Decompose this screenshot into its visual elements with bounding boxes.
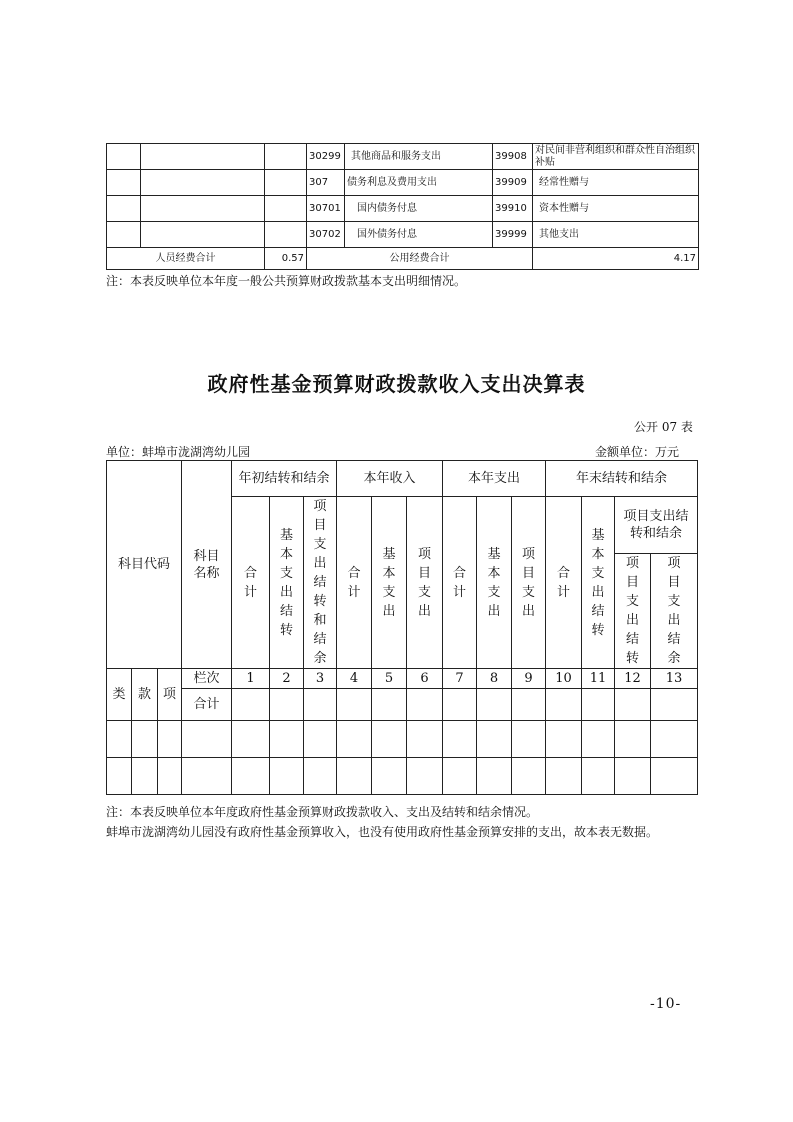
table-cell: 30702 bbox=[307, 222, 345, 248]
total-label: 合计 bbox=[182, 689, 232, 721]
table-cell: 39909 bbox=[493, 170, 533, 196]
column-number: 10 bbox=[546, 669, 582, 689]
table-cell: 30701 bbox=[307, 196, 345, 222]
column-header: 项目支出结转和结余 bbox=[313, 499, 327, 666]
table-cell: 经常性赠与 bbox=[533, 170, 699, 196]
table-row bbox=[107, 170, 699, 196]
total-row bbox=[107, 248, 699, 270]
table-number: 公开 07 表 bbox=[634, 420, 693, 434]
column-header: 合计 bbox=[347, 565, 361, 600]
column-number: 5 bbox=[372, 669, 407, 689]
section-header: 款 bbox=[132, 669, 158, 721]
column-number: 13 bbox=[651, 669, 698, 689]
subject-code-header: 科目代码 bbox=[107, 461, 182, 669]
page-title: 政府性基金预算财政拨款收入支出决算表 bbox=[207, 372, 586, 396]
column-header: 基本支出 bbox=[487, 546, 501, 619]
no-data-note: 蚌埠市泷湖湾幼儿园没有政府性基金预算收入，也没有使用政府性基金预算安排的支出，故本表无数据。 bbox=[106, 825, 659, 839]
table-cell: 39908 bbox=[493, 144, 533, 170]
expenditure-detail-table bbox=[106, 143, 699, 270]
public-total-label: 公用经费合计 bbox=[307, 248, 533, 270]
fund-budget-table bbox=[106, 460, 698, 795]
table-note: 注：本表反映单位本年度政府性基金预算财政拨款收入、支出及结转和结余情况。 bbox=[106, 805, 539, 819]
table-cell: 307 bbox=[307, 170, 345, 196]
column-number: 3 bbox=[304, 669, 337, 689]
column-number-label: 栏次 bbox=[182, 669, 232, 689]
table-cell: 39910 bbox=[493, 196, 533, 222]
table-cell: 39999 bbox=[493, 222, 533, 248]
table-notes bbox=[106, 802, 696, 842]
column-number: 12 bbox=[615, 669, 651, 689]
column-header: 基本支出 bbox=[382, 546, 396, 619]
column-header: 项目支出结转和结余 bbox=[615, 497, 698, 554]
column-header: 基本支出结转 bbox=[591, 527, 605, 638]
table-row bbox=[107, 196, 699, 222]
page-number: -10- bbox=[650, 996, 682, 1012]
column-number: 7 bbox=[443, 669, 477, 689]
opening-carryover-header: 年初结转和结余 bbox=[232, 461, 337, 497]
table-cell: 其他商品和服务支出 bbox=[345, 144, 493, 170]
amount-unit-label: 金额单位：万元 bbox=[595, 445, 680, 459]
table-row bbox=[107, 144, 699, 170]
item-header: 项 bbox=[158, 669, 182, 721]
current-expense-header: 本年支出 bbox=[443, 461, 546, 497]
column-header: 项目支出结余 bbox=[667, 556, 681, 666]
table-cell: 国内债务付息 bbox=[345, 196, 493, 222]
column-number: 8 bbox=[477, 669, 512, 689]
personnel-total-label: 人员经费合计 bbox=[107, 248, 265, 270]
table-row bbox=[107, 721, 698, 758]
personnel-total-value: 0.57 bbox=[265, 248, 307, 270]
table-note: 注：本表反映单位本年度一般公共预算财政拨款基本支出明细情况。 bbox=[106, 274, 467, 288]
table-row bbox=[107, 758, 698, 795]
column-number: 11 bbox=[582, 669, 615, 689]
column-header: 项目支出结转 bbox=[625, 556, 639, 666]
closing-carryover-header: 年末结转和结余 bbox=[546, 461, 698, 497]
column-number: 1 bbox=[232, 669, 270, 689]
column-number: 6 bbox=[407, 669, 443, 689]
column-header: 合计 bbox=[452, 565, 466, 600]
column-header: 项目支出 bbox=[417, 546, 431, 619]
table-cell: 国外债务付息 bbox=[345, 222, 493, 248]
category-header: 类 bbox=[107, 669, 132, 721]
column-number: 4 bbox=[337, 669, 372, 689]
unit-label: 单位：蚌埠市泷湖湾幼儿园 bbox=[106, 445, 251, 459]
column-header: 合计 bbox=[243, 565, 257, 600]
table-cell: 对民间非营利组织和群众性自治组织补贴 bbox=[533, 144, 699, 170]
table-cell: 资本性赠与 bbox=[533, 196, 699, 222]
column-number: 9 bbox=[512, 669, 546, 689]
column-number: 2 bbox=[270, 669, 304, 689]
table-row bbox=[107, 222, 699, 248]
table-cell: 债务利息及费用支出 bbox=[345, 170, 493, 196]
column-header: 基本支出结转 bbox=[279, 527, 293, 638]
column-header: 合计 bbox=[556, 565, 570, 600]
column-header: 项目支出 bbox=[521, 546, 535, 619]
subject-name-header: 科目名称 bbox=[182, 461, 232, 669]
public-total-value: 4.17 bbox=[533, 248, 699, 270]
current-income-header: 本年收入 bbox=[337, 461, 443, 497]
table-cell: 30299 bbox=[307, 144, 345, 170]
table-cell: 其他支出 bbox=[533, 222, 699, 248]
